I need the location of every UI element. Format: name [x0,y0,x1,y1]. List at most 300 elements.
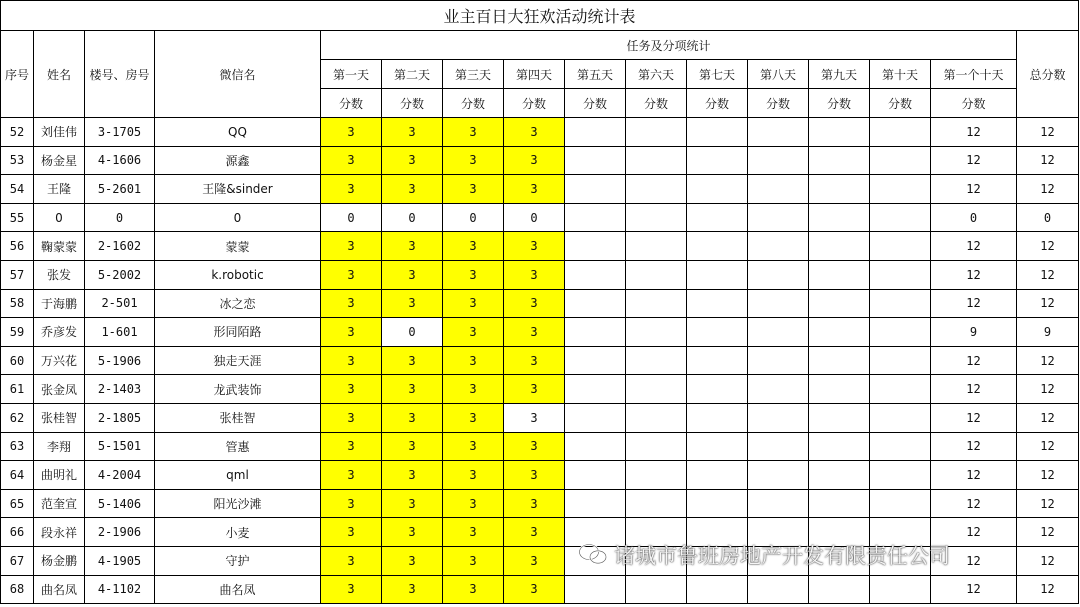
header-score: 分数 [321,89,382,118]
cell-total: 12 [1017,518,1079,547]
cell-day-2-score: 3 [382,175,443,204]
cell-day-4-score: 3 [504,232,565,261]
cell-wechat: qml [155,461,321,490]
header-total: 总分数 [1017,31,1079,118]
header-seq: 序号 [1,31,34,118]
header-score: 分数 [504,89,565,118]
cell-room: 1-601 [85,318,155,347]
page-title: 业主百日大狂欢活动统计表 [1,1,1079,31]
cell-total: 12 [1017,546,1079,575]
cell-day-4-score: 3 [504,318,565,347]
cell-seq: 56 [1,232,34,261]
header-day-5: 第五天 [565,60,626,89]
cell-day-9-score [809,375,870,404]
cell-day-8-score [748,375,809,404]
cell-room: 5-2601 [85,175,155,204]
cell-day-7-score [687,575,748,604]
cell-first-ten-days: 12 [931,518,1017,547]
header-day-10: 第十天 [870,60,931,89]
cell-total: 12 [1017,403,1079,432]
table-row [1,232,1079,261]
cell-day-10-score [870,432,931,461]
cell-day-9-score [809,203,870,232]
table-row [1,146,1079,175]
cell-day-10-score [870,403,931,432]
cell-first-ten-days: 12 [931,546,1017,575]
cell-wechat: 形同陌路 [155,318,321,347]
cell-first-ten-days: 12 [931,403,1017,432]
cell-first-ten-days: 12 [931,232,1017,261]
cell-day-5-score [565,232,626,261]
cell-day-6-score [626,375,687,404]
cell-day-10-score [870,575,931,604]
cell-first-ten-days: 12 [931,375,1017,404]
table-row [1,118,1079,147]
cell-day-6-score [626,289,687,318]
cell-day-3-score: 3 [443,146,504,175]
header-score: 分数 [443,89,504,118]
cell-day-10-score [870,175,931,204]
cell-day-9-score [809,289,870,318]
cell-day-8-score [748,432,809,461]
cell-first-ten-days: 12 [931,461,1017,490]
cell-day-6-score [626,432,687,461]
header-score: 分数 [382,89,443,118]
cell-day-8-score [748,461,809,490]
cell-day-1-score: 3 [321,518,382,547]
cell-seq: 54 [1,175,34,204]
cell-total: 0 [1017,203,1079,232]
header-score: 分数 [809,89,870,118]
cell-day-1-score: 3 [321,575,382,604]
cell-day-9-score [809,403,870,432]
cell-day-5-score [565,461,626,490]
cell-total: 12 [1017,375,1079,404]
cell-day-10-score [870,289,931,318]
header-score: 分数 [870,89,931,118]
cell-name: 张桂智 [34,403,85,432]
cell-day-1-score: 3 [321,289,382,318]
cell-day-6-score [626,489,687,518]
cell-day-1-score: 0 [321,203,382,232]
cell-day-8-score [748,118,809,147]
cell-day-10-score [870,146,931,175]
cell-name: 于海鹏 [34,289,85,318]
cell-wechat: 0 [155,203,321,232]
cell-day-8-score [748,232,809,261]
cell-day-9-score [809,118,870,147]
cell-day-4-score: 3 [504,289,565,318]
cell-day-10-score [870,346,931,375]
cell-seq: 64 [1,461,34,490]
cell-name: 段永祥 [34,518,85,547]
cell-day-4-score: 3 [504,146,565,175]
cell-name: 万兴花 [34,346,85,375]
cell-day-5-score [565,432,626,461]
cell-day-4-score: 3 [504,461,565,490]
cell-day-7-score [687,432,748,461]
table-row [1,489,1079,518]
cell-day-2-score: 3 [382,575,443,604]
cell-day-7-score [687,346,748,375]
cell-day-2-score: 3 [382,375,443,404]
cell-total: 12 [1017,260,1079,289]
cell-day-3-score: 3 [443,432,504,461]
cell-day-1-score: 3 [321,118,382,147]
cell-room: 2-501 [85,289,155,318]
cell-day-3-score: 3 [443,260,504,289]
cell-day-2-score: 3 [382,432,443,461]
cell-day-7-score [687,461,748,490]
cell-wechat: 源鑫 [155,146,321,175]
table-row [1,403,1079,432]
cell-day-10-score [870,232,931,261]
cell-first-ten-days: 12 [931,489,1017,518]
cell-wechat: 管惠 [155,432,321,461]
cell-name: 0 [34,203,85,232]
cell-day-1-score: 3 [321,232,382,261]
cell-day-10-score [870,318,931,347]
cell-total: 12 [1017,432,1079,461]
cell-day-4-score: 3 [504,546,565,575]
header-score: 分数 [748,89,809,118]
header-day-1: 第一天 [321,60,382,89]
cell-first-ten-days: 12 [931,175,1017,204]
cell-seq: 60 [1,346,34,375]
cell-day-4-score: 0 [504,203,565,232]
cell-wechat: 龙武装饰 [155,375,321,404]
cell-day-3-score: 3 [443,518,504,547]
cell-day-8-score [748,146,809,175]
cell-day-5-score [565,146,626,175]
cell-wechat: 冰之恋 [155,289,321,318]
cell-day-4-score: 3 [504,346,565,375]
cell-name: 乔彦发 [34,318,85,347]
cell-day-5-score [565,346,626,375]
cell-day-8-score [748,346,809,375]
header-task-group: 任务及分项统计 [321,31,1017,60]
cell-day-6-score [626,232,687,261]
cell-day-5-score [565,175,626,204]
cell-day-2-score: 3 [382,118,443,147]
cell-day-3-score: 3 [443,289,504,318]
cell-day-3-score: 3 [443,118,504,147]
cell-day-2-score: 0 [382,203,443,232]
cell-day-7-score [687,375,748,404]
cell-room: 2-1805 [85,403,155,432]
cell-wechat: k.robotic [155,260,321,289]
table-row [1,260,1079,289]
header-day-4: 第四天 [504,60,565,89]
cell-day-4-score: 3 [504,118,565,147]
cell-day-8-score [748,289,809,318]
cell-day-4-score: 3 [504,375,565,404]
cell-day-9-score [809,575,870,604]
cell-day-6-score [626,575,687,604]
cell-day-9-score [809,432,870,461]
cell-name: 张发 [34,260,85,289]
cell-day-2-score: 3 [382,260,443,289]
cell-room: 5-1906 [85,346,155,375]
cell-total: 12 [1017,175,1079,204]
cell-day-9-score [809,175,870,204]
cell-day-3-score: 3 [443,575,504,604]
header-name: 姓名 [34,31,85,118]
cell-day-3-score: 3 [443,346,504,375]
cell-day-5-score [565,118,626,147]
header-first-ten-days: 第一个十天 [931,60,1017,89]
cell-wechat: 独走天涯 [155,346,321,375]
cell-seq: 68 [1,575,34,604]
cell-day-3-score: 0 [443,203,504,232]
header-score: 分数 [687,89,748,118]
cell-day-6-score [626,461,687,490]
table-row [1,289,1079,318]
cell-seq: 53 [1,146,34,175]
cell-day-3-score: 3 [443,403,504,432]
cell-day-9-score [809,260,870,289]
cell-day-6-score [626,260,687,289]
cell-seq: 59 [1,318,34,347]
cell-total: 12 [1017,289,1079,318]
table-row [1,432,1079,461]
cell-total: 9 [1017,318,1079,347]
cell-wechat: 小麦 [155,518,321,547]
cell-name: 鞠蒙蒙 [34,232,85,261]
cell-day-3-score: 3 [443,546,504,575]
cell-first-ten-days: 12 [931,146,1017,175]
header-day-8: 第八天 [748,60,809,89]
cell-first-ten-days: 12 [931,575,1017,604]
cell-seq: 67 [1,546,34,575]
cell-day-4-score: 3 [504,175,565,204]
cell-day-7-score [687,318,748,347]
cell-day-6-score [626,175,687,204]
cell-name: 杨金鹏 [34,546,85,575]
cell-day-7-score [687,232,748,261]
cell-day-9-score [809,232,870,261]
cell-room: 2-1906 [85,518,155,547]
cell-first-ten-days: 12 [931,432,1017,461]
cell-day-8-score [748,403,809,432]
header-day-3: 第三天 [443,60,504,89]
header-room: 楼号、房号 [85,31,155,118]
cell-day-3-score: 3 [443,175,504,204]
cell-seq: 65 [1,489,34,518]
cell-day-2-score: 3 [382,289,443,318]
cell-day-4-score: 3 [504,489,565,518]
cell-day-3-score: 3 [443,375,504,404]
cell-room: 0 [85,203,155,232]
cell-room: 4-1606 [85,146,155,175]
cell-day-4-score: 3 [504,403,565,432]
cell-day-2-score: 0 [382,318,443,347]
table-row [1,175,1079,204]
cell-seq: 58 [1,289,34,318]
cell-day-5-score [565,260,626,289]
cell-day-3-score: 3 [443,461,504,490]
header-day-6: 第六天 [626,60,687,89]
cell-day-5-score [565,403,626,432]
cell-day-8-score [748,318,809,347]
cell-day-3-score: 3 [443,318,504,347]
cell-day-2-score: 3 [382,346,443,375]
cell-total: 12 [1017,346,1079,375]
table-row [1,346,1079,375]
cell-total: 12 [1017,118,1079,147]
cell-room: 2-1602 [85,232,155,261]
cell-room: 2-1403 [85,375,155,404]
header-day-7: 第七天 [687,60,748,89]
header-day-2: 第二天 [382,60,443,89]
cell-day-10-score [870,260,931,289]
cell-seq: 66 [1,518,34,547]
cell-day-1-score: 3 [321,546,382,575]
cell-day-1-score: 3 [321,432,382,461]
cell-day-9-score [809,489,870,518]
cell-day-6-score [626,203,687,232]
watermark-company: 诸城市鲁班房地产开发有限责任公司 [614,544,950,568]
cell-day-3-score: 3 [443,232,504,261]
cell-seq: 52 [1,118,34,147]
cell-first-ten-days: 9 [931,318,1017,347]
cell-seq: 62 [1,403,34,432]
cell-total: 12 [1017,232,1079,261]
cell-day-7-score [687,403,748,432]
cell-day-4-score: 3 [504,432,565,461]
cell-room: 5-1501 [85,432,155,461]
cell-day-5-score [565,575,626,604]
cell-day-10-score [870,461,931,490]
cell-day-4-score: 3 [504,260,565,289]
cell-day-2-score: 3 [382,518,443,547]
cell-name: 王隆 [34,175,85,204]
cell-seq: 57 [1,260,34,289]
cell-day-8-score [748,203,809,232]
table-row [1,461,1079,490]
cell-day-9-score [809,346,870,375]
cell-first-ten-days: 12 [931,260,1017,289]
cell-room: 3-1705 [85,118,155,147]
cell-day-6-score [626,146,687,175]
cell-day-9-score [809,461,870,490]
cell-day-1-score: 3 [321,175,382,204]
cell-day-7-score [687,289,748,318]
cell-name: 李翔 [34,432,85,461]
cell-wechat: 守护 [155,546,321,575]
cell-day-7-score [687,118,748,147]
cell-total: 12 [1017,461,1079,490]
header-score: 分数 [931,89,1017,118]
cell-total: 12 [1017,575,1079,604]
cell-first-ten-days: 12 [931,289,1017,318]
header-score: 分数 [626,89,687,118]
cell-wechat: 曲名凤 [155,575,321,604]
cell-day-10-score [870,489,931,518]
cell-day-4-score: 3 [504,575,565,604]
cell-name: 曲明礼 [34,461,85,490]
cell-day-6-score [626,346,687,375]
cell-room: 4-2004 [85,461,155,490]
cell-day-5-score [565,489,626,518]
cell-day-1-score: 3 [321,146,382,175]
cell-first-ten-days: 0 [931,203,1017,232]
cell-day-6-score [626,318,687,347]
cell-day-7-score [687,489,748,518]
cell-wechat: 王隆&sinder [155,175,321,204]
cell-room: 4-1102 [85,575,155,604]
table-row [1,575,1079,604]
cell-day-1-score: 3 [321,346,382,375]
wechat-icon [578,543,608,565]
cell-day-6-score [626,403,687,432]
cell-day-1-score: 3 [321,375,382,404]
cell-day-2-score: 3 [382,403,443,432]
cell-day-7-score [687,146,748,175]
cell-day-5-score [565,375,626,404]
table-body [1,118,1079,604]
cell-day-9-score [809,146,870,175]
cell-day-1-score: 3 [321,461,382,490]
header-day-9: 第九天 [809,60,870,89]
cell-day-2-score: 3 [382,146,443,175]
table-row [1,203,1079,232]
cell-name: 杨金星 [34,146,85,175]
cell-name: 刘佳伟 [34,118,85,147]
cell-day-7-score [687,175,748,204]
cell-day-9-score [809,318,870,347]
cell-day-10-score [870,118,931,147]
cell-day-4-score: 3 [504,518,565,547]
cell-day-8-score [748,489,809,518]
cell-first-ten-days: 12 [931,346,1017,375]
cell-total: 12 [1017,489,1079,518]
header-wechat: 微信名 [155,31,321,118]
table-row [1,318,1079,347]
cell-day-8-score [748,575,809,604]
cell-day-10-score [870,203,931,232]
cell-room: 5-2002 [85,260,155,289]
cell-first-ten-days: 12 [931,118,1017,147]
cell-day-2-score: 3 [382,489,443,518]
cell-day-6-score [626,118,687,147]
cell-wechat: QQ [155,118,321,147]
cell-day-3-score: 3 [443,489,504,518]
cell-wechat: 阳光沙滩 [155,489,321,518]
cell-day-8-score [748,260,809,289]
cell-day-1-score: 3 [321,260,382,289]
cell-day-7-score [687,260,748,289]
cell-seq: 55 [1,203,34,232]
cell-total: 12 [1017,146,1079,175]
cell-day-2-score: 3 [382,461,443,490]
cell-name: 曲名凤 [34,575,85,604]
cell-room: 5-1406 [85,489,155,518]
cell-wechat: 蒙蒙 [155,232,321,261]
cell-wechat: 张桂智 [155,403,321,432]
cell-name: 范奎宣 [34,489,85,518]
table-row [1,375,1079,404]
cell-day-10-score [870,375,931,404]
cell-seq: 61 [1,375,34,404]
cell-day-1-score: 3 [321,489,382,518]
cell-day-2-score: 3 [382,232,443,261]
cell-name: 张金凤 [34,375,85,404]
cell-day-1-score: 3 [321,403,382,432]
cell-day-8-score [748,175,809,204]
header-score: 分数 [565,89,626,118]
cell-day-5-score [565,203,626,232]
